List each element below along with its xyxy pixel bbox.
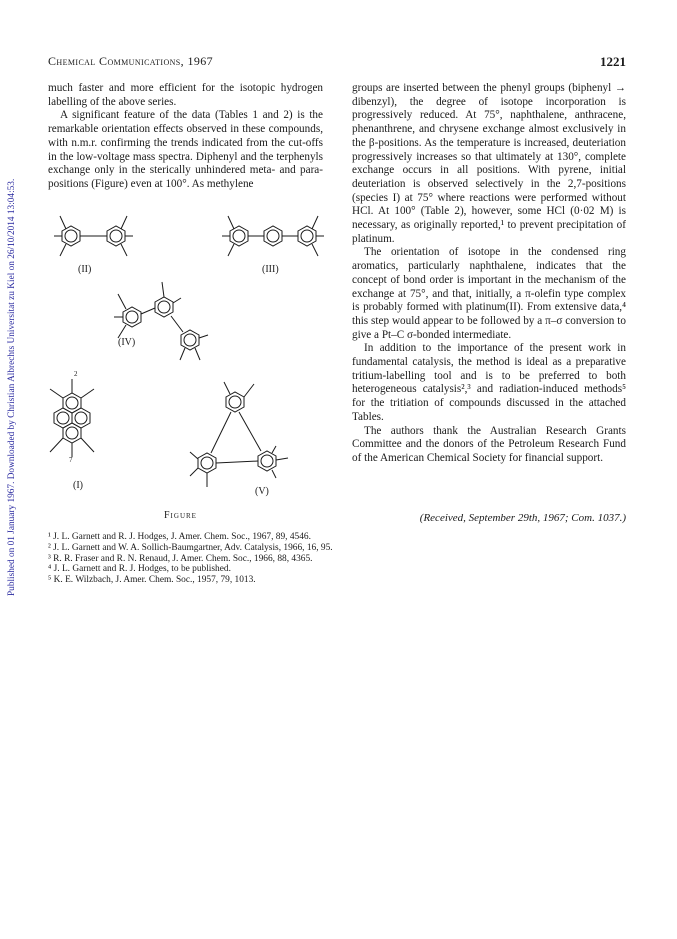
reference-item: ³ R. R. Fraser and R. N. Renaud, J. Amer. Chem. Soc., 1966, 88, 4365. — [48, 553, 313, 564]
structure-I-pyrene — [50, 379, 94, 457]
figure — [40, 204, 335, 524]
label-IV: (IV) — [118, 337, 136, 348]
left-column — [48, 82, 323, 192]
reference-item: ¹ J. L. Garnett and R. J. Hodges, J. Amer. Chem. Soc., 1967, 89, 4546. — [48, 532, 311, 542]
structure-IV-terphenyl — [114, 282, 208, 360]
label-III: (III) — [262, 264, 279, 275]
label-II: (II) — [78, 264, 92, 275]
references — [48, 532, 626, 586]
paragraph: In addition to the importance of the present work in fundamental catalysis, the method is ideal as a preparative tritium-labelling tool and is to be preferred to both heterogeneous catalysis²,³ and radiation-induced methods⁵ for the tritiation of compounds discussed in the attached Tables. — [352, 342, 626, 423]
structure-III-terphenyl — [222, 216, 324, 256]
journal-title: Chemical Communications, 1967 — [48, 54, 214, 68]
download-notice: Published on 01 January 1967. Downloaded by Christian Albrechts Universitat zu Kiel on 26/10/2014 13:04:53. — [7, 178, 17, 596]
right-column — [352, 82, 626, 466]
structure-V — [190, 382, 288, 487]
reference-item: ⁴ J. L. Garnett and R. J. Hodges, to be published. — [48, 564, 231, 575]
paragraph: much faster and more efficient for the isotopic hydrogen labelling of the above series. — [48, 82, 323, 108]
figure-caption: Figure — [164, 510, 197, 521]
received-note: (Received, September 29th, 1967; Com. 1037.) — [419, 512, 626, 524]
label-V: (V) — [255, 486, 269, 497]
paragraph: The orientation of isotope in the condensed ring aromatics, particularly naphthalene, indicates that the concept of bond order is important in the mechanism of the exchange at 75°, and that, initially, a π-olefin type complex is probably formed with platinum(II). From extensive data,⁴ this step would appear to be followed by a π–σ conversion to give a Pt–C σ-bonded intermediate. — [352, 246, 626, 341]
acknowledgement: The authors thank the Australian Research Grants Committee and the donors of the Petroleum Research Fund of the American Chemical Society for financial support. — [352, 424, 626, 464]
label-I: (I) — [73, 480, 83, 491]
download-watermark — [7, 96, 19, 596]
page-number: 1221 — [600, 54, 626, 69]
page-header — [48, 54, 626, 70]
reference-item: ⁵ K. E. Wilzbach, J. Amer. Chem. Soc., 1957, 79, 1013. — [48, 575, 256, 586]
structure-diagram — [40, 204, 335, 504]
structure-II-biphenyl — [54, 216, 133, 256]
paragraph: A significant feature of the data (Tables 1 and 2) is the remarkable orientation effects observed in these compounds, with n.m.r. confirming the trends indicated from the cut-offs in the low-voltage mass spectra. Diphenyl and the terphenyls exchange only in the sterically unhindered meta- and para-positions (Figure) even at 100°. As methylene — [48, 109, 323, 190]
label-position-7: 7 — [69, 456, 73, 464]
label-position-2: 2 — [74, 370, 78, 378]
reference-item: ² J. L. Garnett and W. A. Sollich-Baumgartner, Adv. Catalysis, 1966, 16, 95. — [48, 542, 333, 553]
paragraph: groups are inserted between the phenyl groups (biphenyl → dibenzyl), the degree of isotope incorporation is progressively reduced. At 75°, naphthalene, anthracene, phenanthrene, and chrysene exchange almost exclusively in the β-positions. As the temperature is increased, deuteriation progressively increases so that ultimately at 130°, complete exchange occurs in all positions. With pyrene, initial deuteriation is observed selectively in the 2,7-positions (species I) at 75° where reactions were performed without HCl. At 100° (Table 2), however, some HCl (0·02 M) is necessary, as originally reported,¹ to prevent precipitation of platinum. — [352, 82, 626, 245]
